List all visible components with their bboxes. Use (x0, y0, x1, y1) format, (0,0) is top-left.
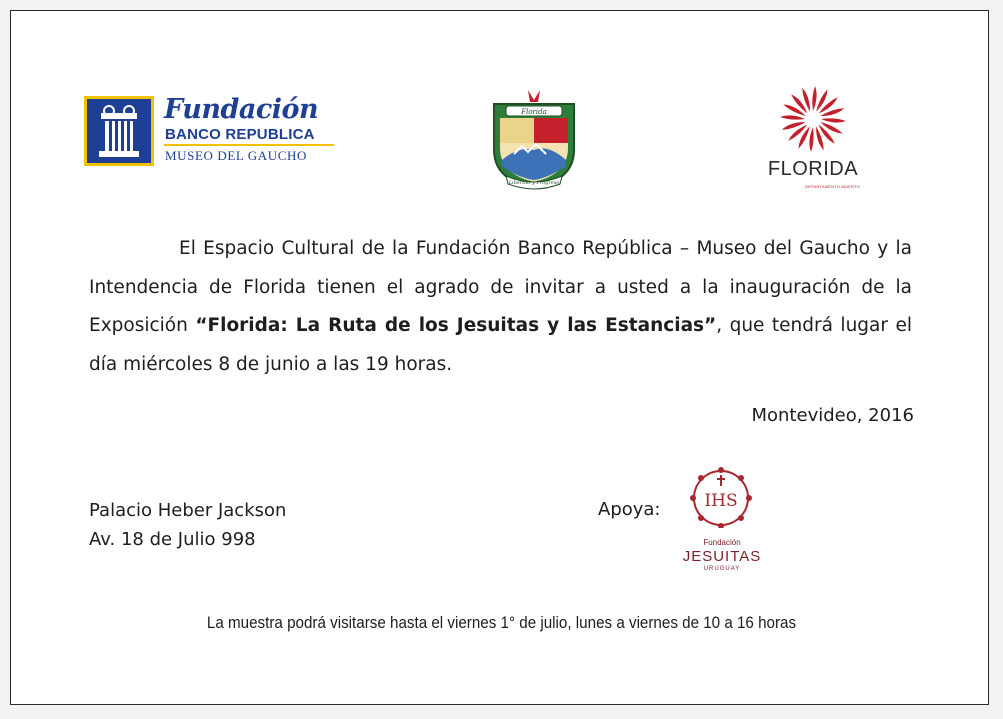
ihs-emblem-icon (686, 466, 756, 528)
jesuitas-country: URUGUAY (703, 566, 741, 572)
florida-logo-tagline: DEPARTAMENTO ABIERTO (805, 184, 860, 189)
fundacion-title: Fundación (164, 94, 319, 125)
coat-banner-text: Florida (521, 108, 547, 116)
support-label: Apoya: (598, 499, 661, 520)
column-icon (84, 96, 154, 166)
florida-logo-name: FLORIDA (767, 158, 859, 180)
logo-divider (164, 144, 334, 146)
museo-gaucho-text: MUSEO DEL GAUCHO (165, 148, 308, 163)
exhibition-title: “Florida: La Ruta de los Jesuitas y las Estancias” (195, 315, 717, 336)
florida-coat-of-arms (488, 88, 580, 190)
coat-motto-text: Libertad y Progreso (508, 180, 560, 186)
florida-logo (758, 84, 868, 194)
venue-street: Av. 18 de Julio 998 (89, 529, 256, 550)
jesuitas-fundacion-text: Fundación (703, 538, 741, 547)
invitation-text (89, 230, 912, 384)
venue-address (89, 496, 286, 554)
ihs-text: IHS (704, 491, 738, 511)
banco-republica-text: BANCO REPUBLICA (165, 126, 315, 143)
invitation-details: , que tendrá lugar el día miércoles 8 de junio a las 19 horas. (89, 315, 912, 375)
jesuitas-name: JESUITAS (682, 548, 762, 565)
visiting-hours-note: La muestra podrá visitarse hasta el viernes 1° de julio, lunes a viernes de 10 a 16 horas (206, 614, 797, 632)
invitation-intro: El Espacio Cultural de la Fundación Banco República – Museo del Gaucho y la Intendencia de Florida tienen el agrado de invitar a usted a la inauguración de la Exposición (89, 238, 912, 336)
venue-name: Palacio Heber Jackson (89, 500, 287, 521)
fundacion-jesuitas-logo (672, 466, 772, 578)
fundacion-banco-republica-logo (84, 96, 334, 168)
sun-swirl-icon (778, 84, 848, 154)
place-date: Montevideo, 2016 (751, 405, 914, 426)
